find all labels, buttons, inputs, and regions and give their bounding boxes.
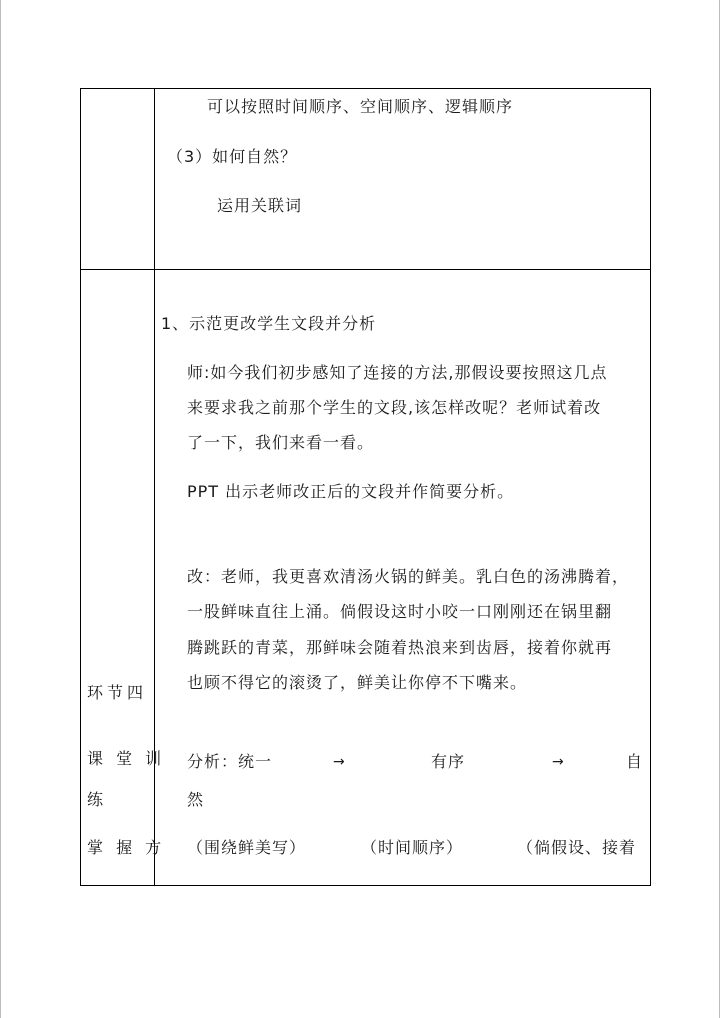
- teacher-line-1: 师:如今我们初步感知了连接的方法,那假设要按照这几点: [187, 363, 608, 382]
- arrow-right-icon: →: [552, 754, 565, 770]
- section-label-cell: [81, 270, 166, 886]
- section-label-line-1: 环节四: [87, 683, 148, 702]
- teacher-line-2: 来要求我之前那个学生的文段,该怎样改呢？老师试着改: [187, 398, 602, 417]
- revised-line-3: 腾跳跃的青菜，那鲜味会随着热浪来到齿唇，接着你就再: [187, 638, 613, 657]
- sequence-methods-text: 可以按照时间顺序、空间顺序、逻辑顺序: [207, 97, 514, 116]
- section-label-line-2: 课 堂 训: [87, 749, 166, 768]
- section-label-line-4: 掌 握 方: [87, 838, 166, 857]
- analysis-end: 自: [626, 752, 644, 771]
- note-middle: （时间顺序）: [361, 838, 464, 857]
- ppt-instruction: PPT 出示老师改正后的文段并作简要分析。: [187, 482, 515, 501]
- section-label-line-3: 练: [87, 790, 108, 809]
- connective-words-text: 运用关联词: [217, 196, 303, 215]
- revised-line-2: 一股鲜味直往上涌。倘假设这时小咬一口刚刚还在锅里翻: [187, 602, 613, 621]
- revised-line-4: 也顾不得它的滚烫了，鲜美让你停不下嘴来。: [187, 673, 528, 692]
- table-row-section-four: [81, 270, 651, 886]
- note-right: （倘假设、接着: [517, 838, 637, 857]
- arrow-right-icon: →: [333, 754, 346, 770]
- table-row-continued: [81, 89, 651, 270]
- label-cell-empty: [81, 89, 155, 270]
- analysis-middle: 有序: [431, 752, 466, 771]
- analysis-end-wrap: 然: [187, 790, 205, 809]
- page-edge-left: [0, 0, 1, 1018]
- natural-question-text: （3）如何自然？: [167, 147, 298, 166]
- section-content-cell: [155, 270, 651, 886]
- revised-line-1: 改：老师，我更喜欢清汤火锅的鲜美。乳白色的汤沸腾着，: [187, 567, 630, 586]
- note-left: （围绕鲜美写）: [187, 838, 307, 857]
- demo-heading: 1、示范更改学生文段并分析: [161, 314, 377, 333]
- analysis-label: 分析：统一: [187, 752, 273, 771]
- content-cell-continued: [155, 89, 651, 270]
- lesson-plan-table: [80, 88, 651, 886]
- teacher-line-3: 了一下，我们来看一看。: [187, 433, 375, 452]
